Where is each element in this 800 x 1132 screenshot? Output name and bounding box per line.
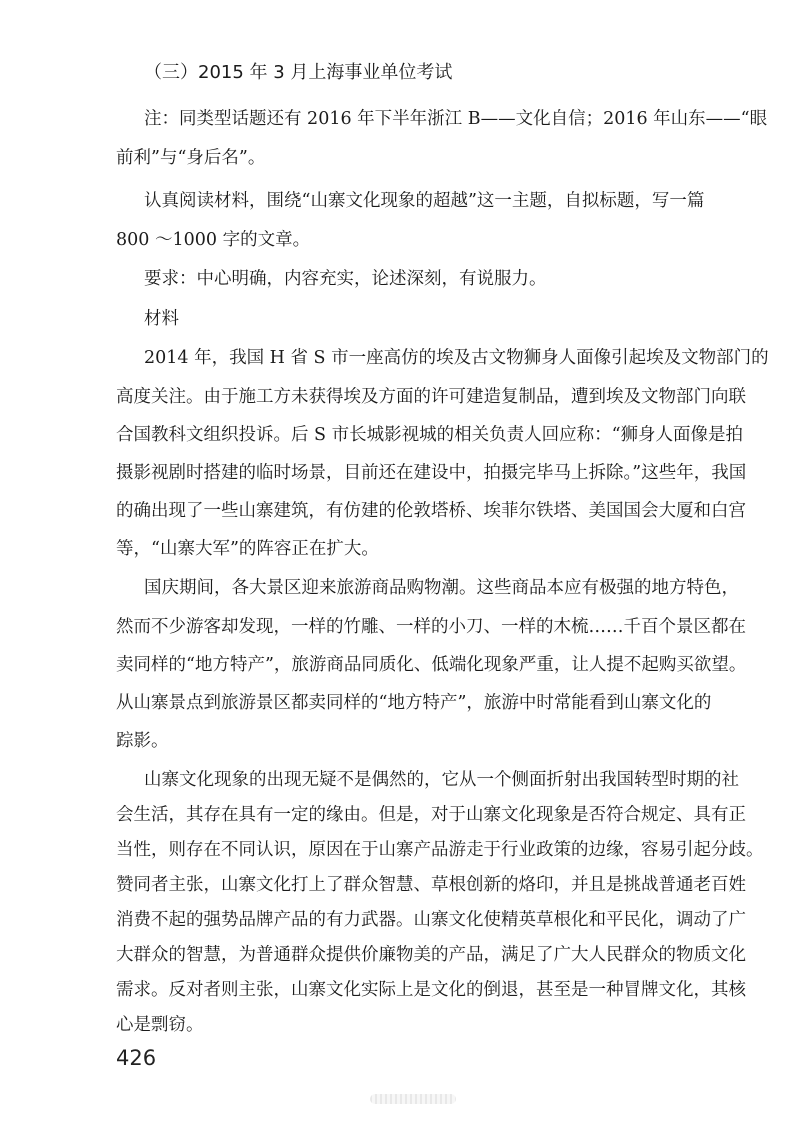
paragraph-line: 会生活，其存在具有一定的缘由。但是，对于山寨文化现象是否符合规定、具有正 bbox=[116, 805, 746, 825]
paragraph-line: 高度关注。由于施工方未获得埃及方面的许可建造复制品，遭到埃及文物部门向联 bbox=[116, 387, 746, 407]
paragraph-line: 需求。反对者则主张，山寨文化实际上是文化的倒退，甚至是一种冒牌文化，其核 bbox=[116, 980, 746, 1000]
paragraph-line: 然而不少游客却发现，一样的竹雕、一样的小刀、一样的木梳……千百个景区都在 bbox=[116, 617, 746, 637]
note-line: 前利”与“身后名”。 bbox=[116, 148, 266, 168]
instruction-line: 认真阅读材料，围绕“山寨文化现象的超越”这一主题，自拟标题，写一篇 bbox=[144, 191, 705, 211]
paragraph-line: 国庆期间，各大景区迎来旅游商品购物潮。这些商品本应有极强的地方特色， bbox=[144, 578, 739, 598]
scan-smudge bbox=[370, 1094, 456, 1104]
page-number: 426 bbox=[116, 1046, 157, 1070]
paragraph-line: 消费不起的强势品牌产品的有力武器。山寨文化使精英草根化和平民化，调动了广 bbox=[116, 910, 746, 930]
paragraph-line: 的确出现了一些山寨建筑，有仿建的伦敦塔桥、埃菲尔铁塔、美国国会大厦和白宫 bbox=[116, 501, 746, 521]
paragraph-line: 赞同者主张，山寨文化打上了群众智慧、草根创新的烙印，并且是挑战普通老百姓 bbox=[116, 875, 746, 895]
requirement-text: 要求：中心明确，内容充实，论述深刻，有说服力。 bbox=[144, 269, 547, 289]
paragraph-line: 卖同样的“地方特产”，旅游商品同质化、低端化现象严重，让人提不起购买欲望。 bbox=[116, 655, 747, 675]
note-line: 注：同类型话题还有 2016 年下半年浙江 B——文化自信；2016 年山东——“眼 bbox=[144, 109, 768, 129]
paragraph-line: 摄影视剧时搭建的临时场景，目前还在建设中，拍摄完毕马上拆除。”这些年，我国 bbox=[116, 463, 747, 483]
paragraph-line: 大群众的智慧，为普通群众提供价廉物美的产品，满足了广大人民群众的物质文化 bbox=[116, 945, 746, 965]
paragraph-line: 山寨文化现象的出现无疑不是偶然的，它从一个侧面折射出我国转型时期的社 bbox=[144, 770, 739, 790]
material-label: 材料 bbox=[144, 309, 179, 329]
paragraph-line: 2014 年，我国 H 省 S 市一座高仿的埃及古文物狮身人面像引起埃及文物部门的 bbox=[144, 348, 769, 368]
paragraph-line: 合国教科文组织投诉。后 S 市长城影视城的相关负责人回应称：“狮身人面像是拍 bbox=[116, 425, 744, 445]
paragraph-line: 等，“山寨大军”的阵容正在扩大。 bbox=[116, 539, 379, 559]
section-title: （三）2015 年 3 月上海事业单位考试 bbox=[144, 62, 453, 83]
paragraph-line: 当性，则存在不同认识，原因在于山寨产品游走于行业政策的边缘，容易引起分歧。 bbox=[116, 840, 764, 860]
paragraph-line: 心是剽窃。 bbox=[116, 1015, 204, 1035]
instruction-line: 800 ～1000 字的文章。 bbox=[116, 230, 311, 250]
paragraph-line: 踪影。 bbox=[116, 731, 169, 751]
paragraph-line: 从山寨景点到旅游景区都卖同样的“地方特产”，旅游中时常能看到山寨文化的 bbox=[116, 693, 712, 713]
